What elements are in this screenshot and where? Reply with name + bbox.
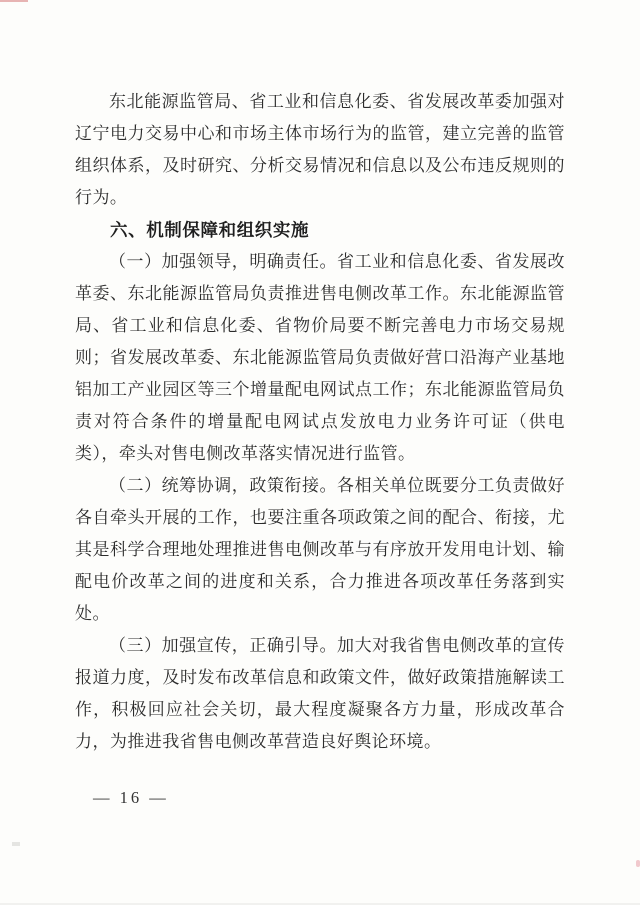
section-heading-mechanism-guarantee: 六、机制保障和组织实施 — [110, 220, 310, 240]
scan-artifact-pink-spot — [636, 860, 640, 867]
paragraph-strengthen-leadership: （一）加强领导，明确责任。省工业和信息化委、省发展改革委、东北能源监管局负责推进售电侧改革工作。东北能源监管局、省工业和信息化委、省物价局要不断完善电力市场交易规则；省发展改革委、东北能源监管局负责做好营口沿海产业基地铝加工产业园区等三个增量配电网试点工作；东北能源监管局负责对符合条件的增量配电网试点发放电力业务许可证（供电类），牵头对售电侧改革落实情况进行监管。 — [75, 252, 565, 463]
paragraph-supervision: 东北能源监管局、省工业和信息化委、省发展改革委加强对辽宁电力交易中心和市场主体市场行为的监管，建立完善的监管组织体系，及时研究、分析交易情况和信息以及公布违反规则的行为。 — [75, 92, 565, 207]
paragraph-overall-coordination: （二）统筹协调，政策衔接。各相关单位既要分工负责做好各自牵头开展的工作，也要注重各项政策之间的配合、衔接，尤其是科学合理地处理推进售电侧改革与有序放开发用电计划、输配电价改革之间的进度和关系，合力推进各项改革任务落到实处。 — [75, 476, 565, 623]
scan-artifact-gray-speck — [12, 842, 20, 846]
document-body — [75, 86, 565, 758]
scan-artifact-red-line — [0, 0, 28, 2]
page-number-footer: — 16 — — [93, 788, 169, 807]
paragraph-strengthen-publicity: （三）加强宣传，正确引导。加大对我省售电侧改革的宣传报道力度，及时发布改革信息和政策文件，做好政策措施解读工作，积极回应社会关切，最大程度凝聚各方力量，形成改革合力，为推进我省售电侧改革营造良好舆论环境。 — [75, 636, 565, 751]
